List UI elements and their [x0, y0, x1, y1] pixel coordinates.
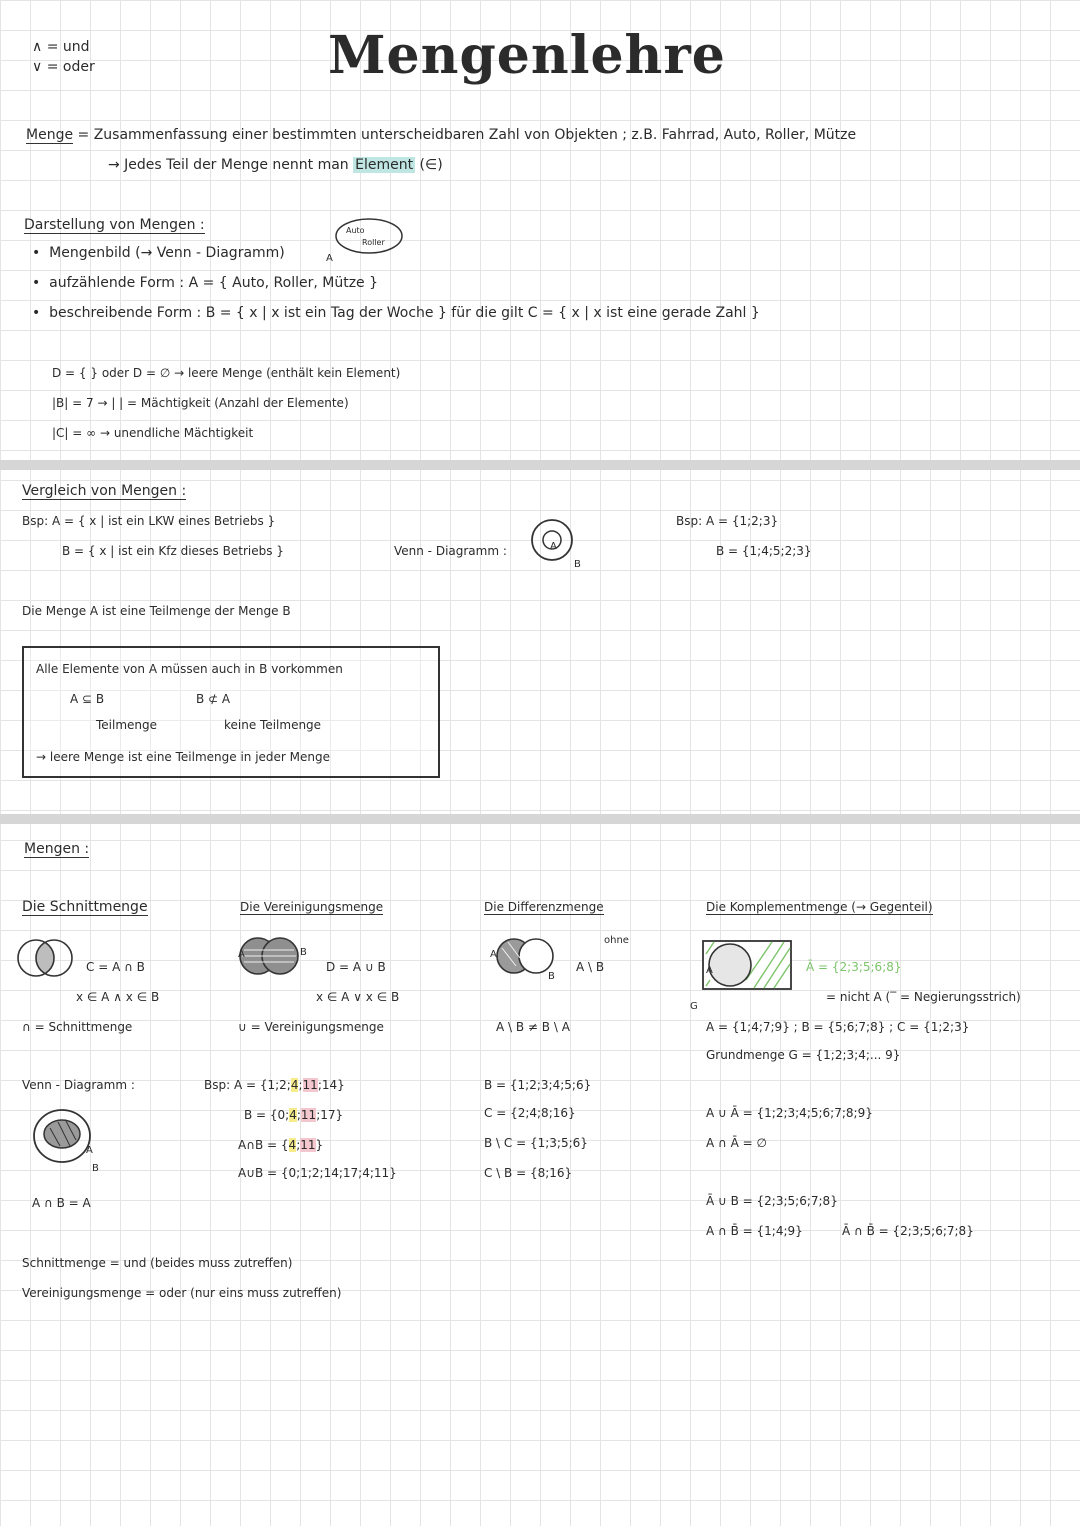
vereinigung-note: ∪ = Vereinigungsmenge	[238, 1020, 384, 1034]
menge-definition: = Zusammenfassung einer bestimmten unterscheidbaren Zahl von Objekten ; z.B. Fahrrad, Auto, Roller, Mütze	[77, 127, 857, 143]
vereinigung-bsp-b: B = {0;4;11;17}	[244, 1108, 344, 1122]
komplement-abar-union-b: Ā ∪ B = {2;3;5;6;7;8}	[706, 1194, 838, 1208]
schnittmenge-condition: x ∈ A ∧ x ∈ B	[76, 990, 160, 1004]
vereinigung-condition: x ∈ A ∨ x ∈ B	[316, 990, 400, 1004]
element-prefix: → Jedes Teil der Menge nennt man	[108, 157, 349, 173]
vereinigung-bsp-a: Bsp: A = {1;2;4;11;14}	[204, 1078, 345, 1092]
teilmenge-box-rule: Alle Elemente von A müssen auch in B vorkommen	[36, 662, 343, 676]
mengenbild-item-auto: Auto	[346, 226, 365, 235]
schnitt-subset-b: B	[92, 1163, 99, 1174]
differenz-ohne: ohne	[604, 935, 629, 946]
vereinigung-label-a: A	[238, 949, 245, 960]
schnitt-subset-venn	[30, 1104, 100, 1172]
vereinigung-bsp-union: A∪B = {0;1;2;14;17;4;11}	[238, 1166, 397, 1180]
komplement-label-g: G	[690, 1001, 698, 1012]
mengenbild-item-roller: Roller	[362, 238, 385, 247]
definition-line-2	[108, 156, 443, 174]
differenz-neq: A \ B ≠ B \ A	[496, 1020, 570, 1034]
menge-term: Menge	[26, 127, 74, 143]
section-divider-2	[0, 814, 1080, 824]
schnitt-venn-heading: Venn - Diagramm :	[22, 1078, 135, 1092]
infinite-line: |C| = ∞ → unendliche Mächtigkeit	[52, 426, 254, 440]
komplement-venn	[702, 940, 794, 992]
differenz-set-b: B = {1;2;3;4;5;6}	[484, 1078, 592, 1092]
keine-teilmenge-label: keine Teilmenge	[224, 718, 322, 732]
bullet-beschreibend: • beschreibende Form : B = { x | x ist ein Tag der Woche } für die gilt C = { x | x ist eine gerade Zahl }	[32, 305, 760, 321]
schnittmenge-formula: C = A ∩ B	[86, 960, 145, 974]
definition-line-1	[26, 126, 856, 144]
vergleich-venn-b: B	[574, 559, 581, 570]
komplement-note: = nicht A (‾ = Negierungsstrich)	[826, 990, 1021, 1004]
differenz-c-minus-b: C \ B = {8;16}	[484, 1166, 573, 1180]
differenz-title: Die Differenzmenge	[484, 900, 604, 914]
summary-vereinigungsmenge: Vereinigungsmenge = oder (nur eins muss zutreffen)	[22, 1286, 342, 1300]
komplement-sets: A = {1;4;7;9} ; B = {5;6;7;8} ; C = {1;2;3}	[706, 1020, 970, 1034]
cardinality-line: |B| = 7 → | | = Mächtigkeit (Anzahl der Elemente)	[52, 396, 349, 410]
differenz-formula: A \ B	[576, 960, 605, 974]
empty-set-line: D = { } oder D = ∅ → leere Menge (enthält kein Element)	[52, 366, 401, 380]
komplement-a-inter-bbar: A ∩ B̄ = {1;4;9}	[706, 1224, 803, 1238]
teilmenge-label: Teilmenge	[96, 718, 158, 732]
differenz-label-b: B	[548, 971, 555, 982]
element-symbol: (∈)	[419, 157, 443, 173]
komplement-label-a: A	[706, 965, 713, 976]
komplement-grundmenge: Grundmenge G = {1;2;3;4;... 9}	[706, 1048, 901, 1062]
komplement-a-inter-abar: A ∩ Ā = ∅	[706, 1136, 767, 1150]
komplement-title: Die Komplementmenge (→ Gegenteil)	[706, 900, 933, 914]
section-divider-1	[0, 460, 1080, 470]
differenz-label-a: A	[490, 949, 497, 960]
vergleich-heading: Vergleich von Mengen :	[22, 483, 187, 499]
vereinigung-formula: D = A ∪ B	[326, 960, 386, 974]
keine-teilmenge-symbol: B ⊄ A	[196, 692, 231, 706]
komplement-a-union-abar: A ∪ Ā = {1;2;3;4;5;6;7;8;9}	[706, 1106, 873, 1120]
schnittmenge-note: ∩ = Schnittmenge	[22, 1020, 133, 1034]
schnittmenge-title: Die Schnittmenge	[22, 899, 148, 915]
mengenbild-set-label: A	[326, 253, 333, 264]
element-term: Element	[355, 157, 414, 173]
leere-menge-note: → leere Menge ist eine Teilmenge in jeder Menge	[36, 750, 331, 764]
vereinigung-bsp-schnitt: A∩B = {4;11}	[238, 1138, 324, 1152]
teilmenge-sentence: Die Menge A ist eine Teilmenge der Menge B	[22, 604, 291, 618]
schnitt-subset-result: A ∩ B = A	[32, 1196, 91, 1210]
vergleich-venn-label: Venn - Diagramm :	[394, 544, 507, 558]
vergleich-example-b: B = { x | ist ein Kfz dieses Betriebs }	[62, 544, 284, 558]
bullet-aufzaehlend: • aufzählende Form : A = { Auto, Roller, Mütze }	[32, 275, 379, 291]
komplement-abar: Ā = {2;3;5;6;8}	[806, 960, 902, 974]
schnitt-subset-a: A	[86, 1145, 93, 1156]
vereinigung-label-b: B	[300, 947, 307, 958]
mengen-heading: Mengen :	[24, 841, 90, 857]
mengenbild-oval	[334, 216, 404, 256]
summary-schnittmenge: Schnittmenge = und (beides muss zutreffen)	[22, 1256, 293, 1270]
bullet-mengenbild: • Mengenbild (→ Venn - Diagramm)	[32, 245, 285, 261]
komplement-abar-inter-bbar: Ā ∩ B̄ = {2;3;5;6;7;8}	[842, 1224, 974, 1238]
vergleich-venn-a: A	[550, 541, 557, 552]
darstellung-heading: Darstellung von Mengen :	[24, 217, 205, 233]
legend-or: ∨ = oder	[32, 59, 95, 75]
vergleich-bsp-b: B = {1;4;5;2;3}	[716, 544, 812, 558]
vergleich-bsp-a: Bsp: A = {1;2;3}	[676, 514, 779, 528]
vergleich-example-a: Bsp: A = { x | ist ein LKW eines Betriebs }	[22, 514, 276, 528]
page-title: Mengenlehre	[328, 25, 726, 86]
differenz-set-c: C = {2;4;8;16}	[484, 1106, 576, 1120]
teilmenge-symbol: A ⊆ B	[70, 692, 105, 706]
vereinigung-title: Die Vereinigungsmenge	[240, 900, 384, 914]
legend-and: ∧ = und	[32, 39, 90, 55]
schnittmenge-venn	[16, 938, 92, 978]
differenz-b-minus-c: B \ C = {1;3;5;6}	[484, 1136, 588, 1150]
